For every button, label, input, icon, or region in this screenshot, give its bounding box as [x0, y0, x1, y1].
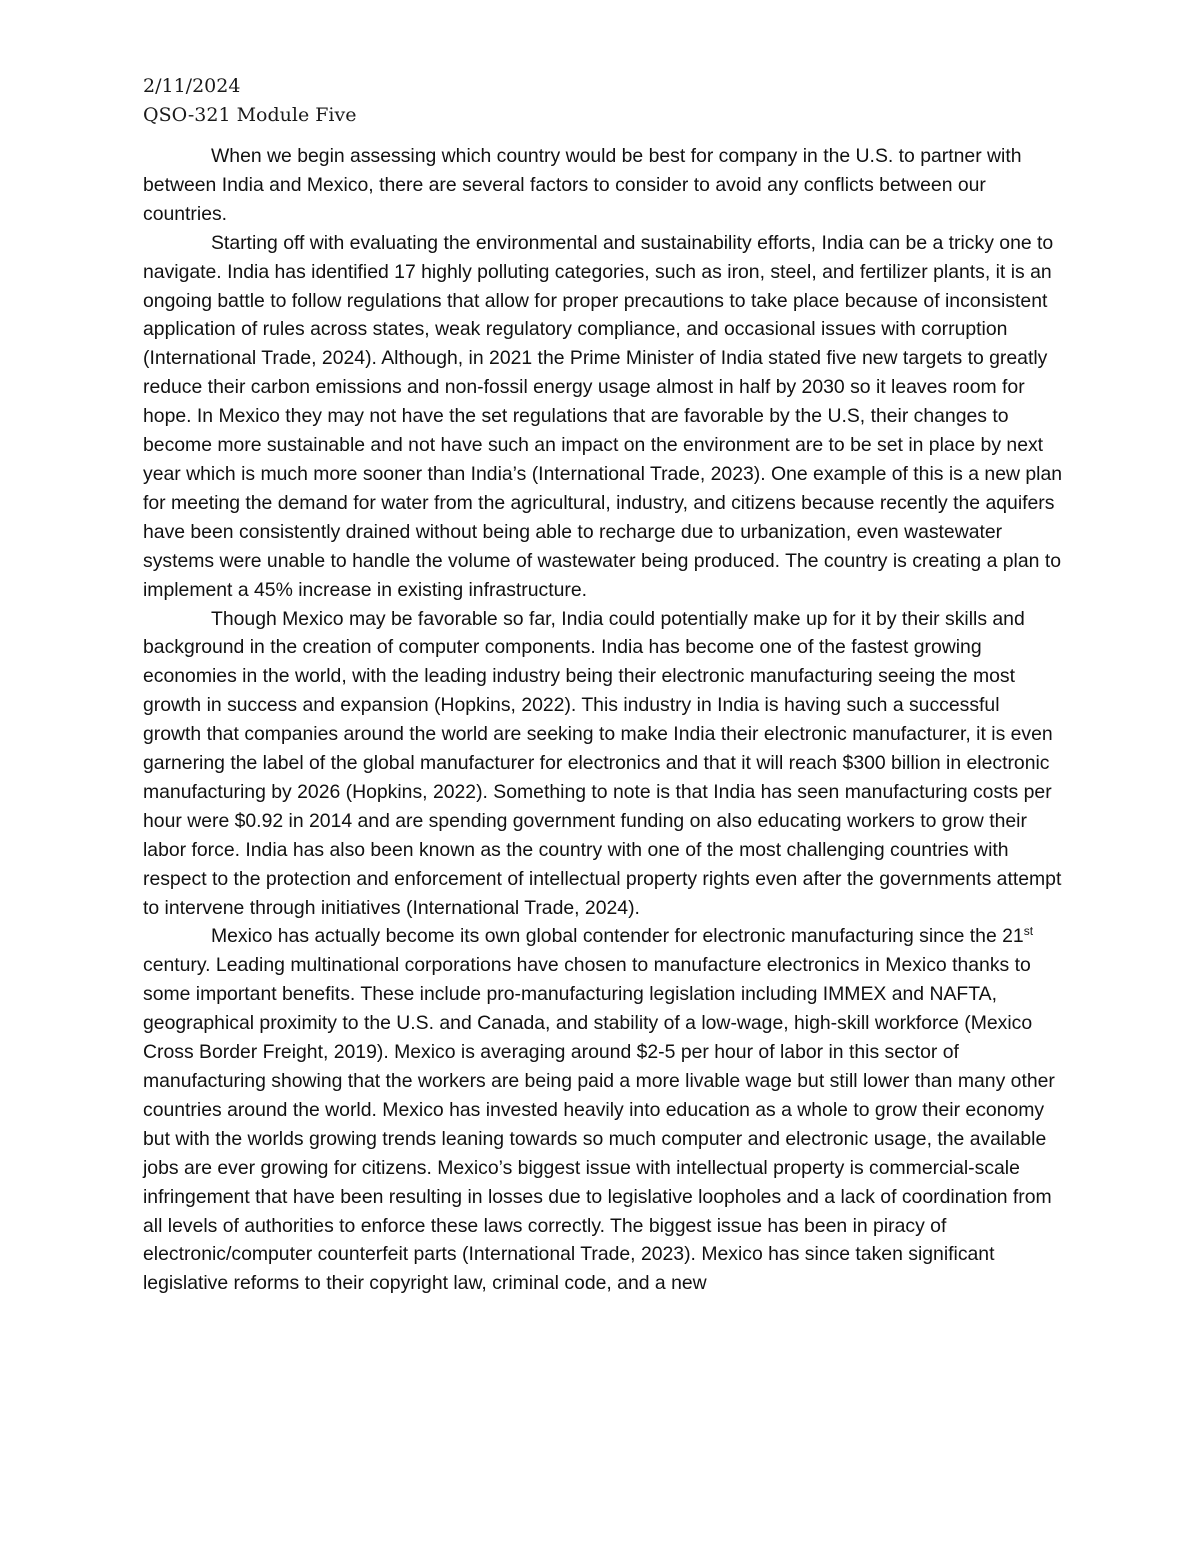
mexico-text-start: Mexico has actually become its own global contender for electronic manufacturing since the 21 [211, 925, 1024, 948]
document-body [143, 142, 1063, 1298]
course-title: QSO-321 Module Five [143, 104, 357, 126]
document-header [143, 72, 356, 130]
document-date: 2/11/2024 [143, 75, 241, 97]
ordinal-superscript: st [1023, 924, 1034, 939]
paragraph-intro: When we begin assessing which country would be best for company in the U.S. to partner with between India and Mexico, there are several factors to consider to avoid any conflicts between our countries. [143, 145, 1022, 225]
paragraph-mexico-manufacturing [143, 922, 1063, 1298]
paragraph-india-manufacturing: Though Mexico may be favorable so far, India could potentially make up for it by their skills and background in the creation of computer components. India has become one of the fastest growing economies in the world, with the leading industry being their electronic manufacturing seeing the most growth in success and expansion (Hopkins, 2022). This industry in India is having such a successful growth that companies around the world are seeking to make India their electronic manufacturer, it is even garnering the label of the global manufacturer for electronics and that it will reach $300 billion in electronic manufacturing by 2026 (Hopkins, 2022). Something to note is that India has seen manufacturing costs per hour were $0.92 in 2014 and are spending government funding on also educating workers to grow their labor force. India has also been known as the country with one of the most challenging countries with respect to the protection and enforcement of intellectual property rights even after the governments attempt to intervene through initiatives (International Trade, 2024). [143, 607, 1062, 919]
mexico-text-end: century. Leading multinational corporations have chosen to manufacture electronics in Mexico thanks to some important benefits. These include pro-manufacturing legislation including IMMEX and NAFTA, geographical proximity to the U.S. and Canada, and stability of a low-wage, high-skill workforce (Mexico Cross Border Freight, 2019). Mexico is averaging around $2-5 per hour of labor in this sector of manufacturing showing that the workers are being paid a more livable wage but still lower than many other countries around the world. Mexico has invested heavily into education as a whole to grow their economy but with the worlds growing trends leaning towards so much computer and electronic usage, the available jobs are ever growing for citizens. Mexico’s biggest issue with intellectual property is commercial-scale infringement that have been resulting in losses due to legislative loopholes and a lack of coordination from all levels of authorities to enforce these laws correctly. The biggest issue has been in piracy of electronic/computer counterfeit parts (International Trade, 2023). Mexico has since taken significant legislative reforms to their copyright law, criminal code, and a new [143, 954, 1055, 1295]
paragraph-environment: Starting off with evaluating the environmental and sustainability efforts, India can be a tricky one to navigate. India has identified 17 highly polluting categories, such as iron, steel, and fertilizer plants, it is an ongoing battle to follow regulations that allow for proper precautions to take place because of inconsistent application of rules across states, weak regulatory compliance, and occasional issues with corruption (International Trade, 2024). Although, in 2021 the Prime Minister of India stated five new targets to greatly reduce their carbon emissions and non-fossil energy usage almost in half by 2030 so it leaves room for hope. In Mexico they may not have the set regulations that are favorable by the U.S, their changes to become more sustainable and not have such an impact on the environment are to be set in place by next year which is much more sooner than India’s (International Trade, 2023). One example of this is a new plan for meeting the demand for water from the agricultural, industry, and citizens because recently the aquifers have been consistently drained without being able to recharge due to urbanization, even wastewater systems were unable to handle the volume of wastewater being produced. The country is creating a plan to implement a 45% increase in existing infrastructure. [143, 231, 1063, 601]
